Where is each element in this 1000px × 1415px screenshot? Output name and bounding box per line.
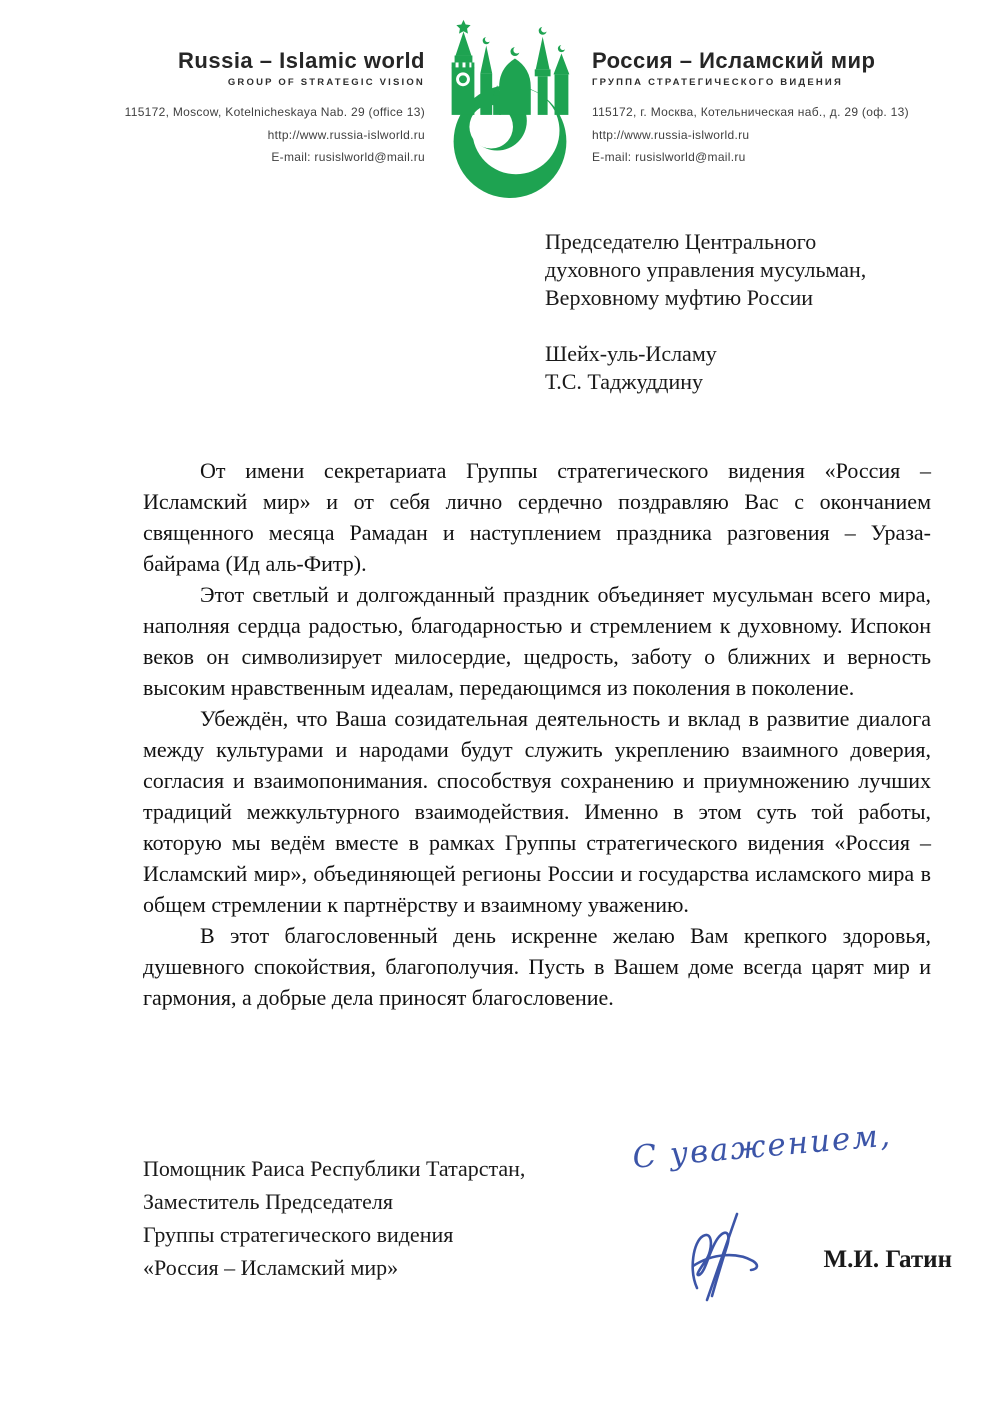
recipient-line: духовного управления мусульман, bbox=[545, 257, 867, 282]
org-website-en: http://www.russia-islworld.ru bbox=[267, 127, 425, 142]
org-subtitle-en: GROUP OF STRATEGIC VISION bbox=[227, 77, 425, 88]
paragraph: В этот благословенный день искренне желаю Вам крепкого здоровья, душевного спокойствия, благополучия. Пусть в Вашем доме всегда царят мир и гармония, а добрые дела приносят благословение. bbox=[143, 923, 931, 1010]
org-address-ru: 115172, г. Москва, Котельническая наб., д. 29 (оф. 13) bbox=[592, 105, 909, 119]
org-contacts-en bbox=[85, 101, 425, 169]
recipient-line: Верховному муфтию России bbox=[545, 285, 814, 310]
org-title-ru: Россия – Исламский мир bbox=[592, 48, 876, 73]
org-subtitle-ru: ГРУППА СТРАТЕГИЧЕСКОГО ВИДЕНИЯ bbox=[592, 77, 843, 88]
org-email-ru: E-mail: rusislworld@mail.ru bbox=[592, 150, 746, 164]
org-email-en: E-mail: rusislworld@mail.ru bbox=[271, 150, 425, 164]
paragraph: Убеждён, что Ваша созидательная деятельность и вклад в развитие диалога между культурами и народами будут служить укреплению взаимного доверия, согласия и взаимопонимания. способствуя сохранению и приумножению лучших традиций межкультурного взаимодействия. Именно в этом суть той работы, которую мы ведём вместе в рамках Группы стратегического видения «Россия – Исламский мир», объединяющей регионы России и государства исламского мира в общем стремлении к партнёрству и взаимному уважению. bbox=[143, 706, 931, 917]
recipient-line: Шейх-уль-Исламу bbox=[545, 341, 717, 366]
recipient-gap bbox=[545, 312, 866, 340]
recipient-line: Председателю Центрального bbox=[545, 229, 817, 254]
kremlin-mosque-crescent-logo-icon bbox=[430, 12, 590, 200]
signatory-titles bbox=[143, 1152, 525, 1284]
letterhead-right bbox=[592, 48, 962, 169]
letterhead-left bbox=[85, 48, 425, 169]
org-address-en: 115172, Moscow, Kotelnicheskaya Nab. 29 (office 13) bbox=[124, 105, 425, 119]
handwritten-closing: С уважением, bbox=[631, 1117, 894, 1176]
signatory-title-line: Помощник Раиса Республики Татарстан, bbox=[143, 1156, 526, 1181]
signatory-name: М.И. Гатин bbox=[823, 1246, 952, 1273]
org-website-ru: http://www.russia-islworld.ru bbox=[592, 127, 750, 142]
signatory-title-line: «Россия – Исламский мир» bbox=[143, 1255, 399, 1280]
recipient-line: Т.С. Таджуддину bbox=[545, 369, 704, 394]
paragraph: От имени секретариата Группы стратегического видения «Россия – Исламский мир» и от себя лично сердечно поздравляю Вас с окончанием священного месяца Рамадан и наступлением праздника разговения – Ураза-байрама (Ид аль-Фитр). bbox=[143, 458, 931, 576]
signatory-title-line: Заместитель Председателя bbox=[143, 1189, 393, 1214]
signatory-title-line: Группы стратегического видения bbox=[143, 1222, 454, 1247]
letter-body bbox=[143, 455, 931, 1013]
recipient-block bbox=[545, 228, 866, 396]
org-title-en: Russia – Islamic world bbox=[178, 48, 425, 73]
org-contacts-ru bbox=[592, 101, 962, 169]
paragraph: Этот светлый и долгожданный праздник объединяет мусульман всего мира, наполняя сердца радостью, благодарностью и стремлением к духовному. Испокон веков он символизирует милосердие, щедрость, заботу о ближних и верность высоким нравственным идеалам, передающимся из поколения в поколение. bbox=[143, 582, 931, 700]
handwritten-signature-icon bbox=[685, 1208, 775, 1308]
